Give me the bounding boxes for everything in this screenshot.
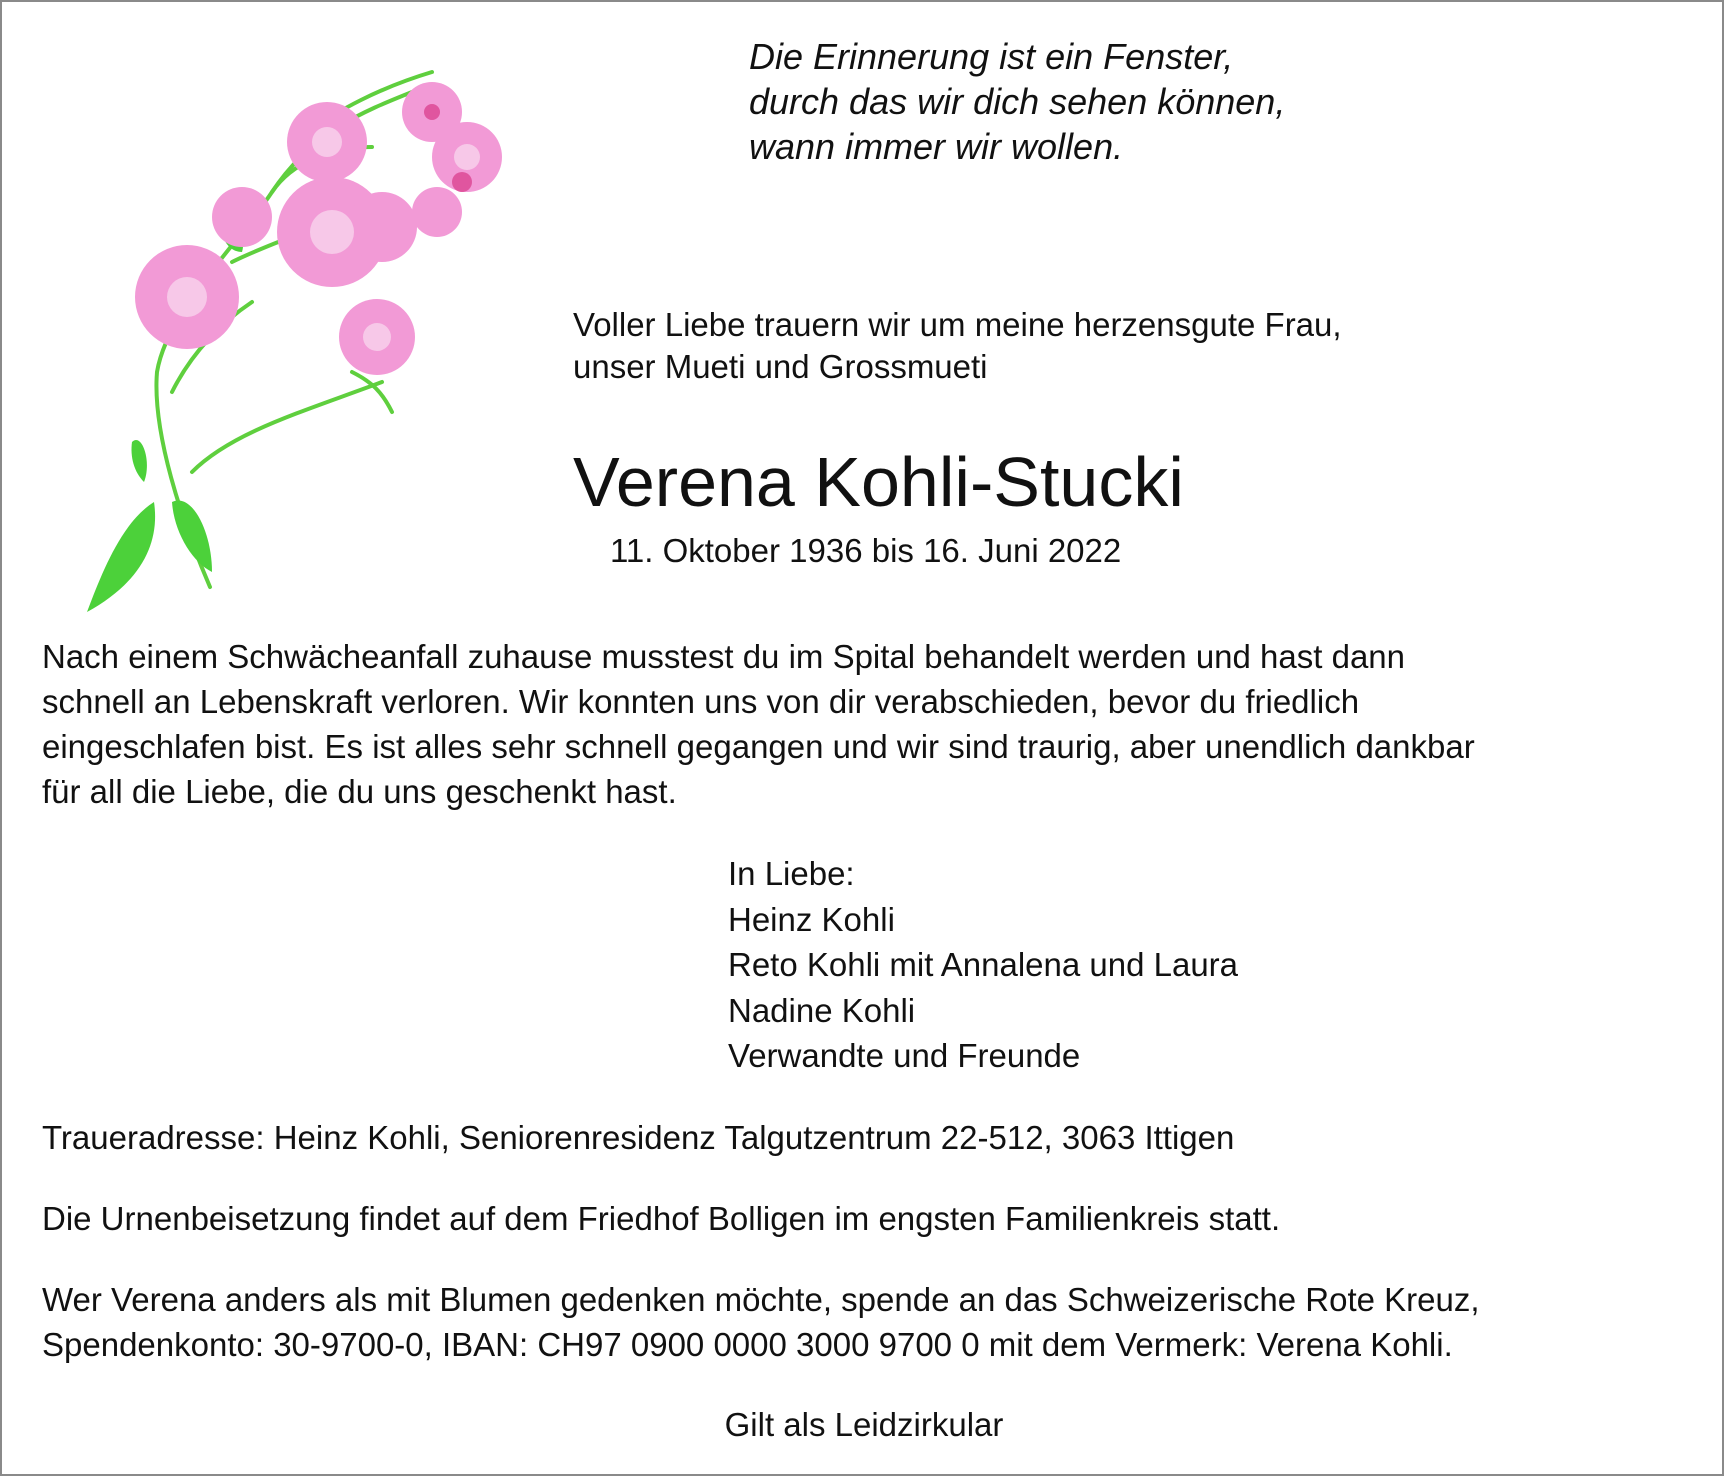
donation-notice [42,1277,1480,1367]
deceased-name: Verena Kohli-Stucki [573,443,1184,521]
mourner-name: Heinz Kohli [728,900,895,938]
donation-line: Spendenkonto: 30-9700-0, IBAN: CH97 0900 0000 3000 9700 0 mit dem Vermerk: Verena Kohli. [42,1326,1453,1363]
quote-line: Die Erinnerung ist ein Fenster, [749,36,1234,77]
paragraph-line: schnell an Lebenskraft verloren. Wir konnten uns von dir verabschieden, bevor du friedlich [42,683,1360,720]
closing-note: Gilt als Leidzirkular [724,1406,1004,1443]
urn-burial-notice: Die Urnenbeisetzung findet auf dem Friedhof Bolligen im engsten Familienkreis statt. [42,1200,1281,1237]
mourner-name: Nadine Kohli [728,991,916,1029]
quote-line: durch das wir dich sehen können, [749,81,1286,122]
paragraph-line: eingeschlafen bist. Es ist alles sehr schnell gegangen und wir sind traurig, aber unendlich dankbar [42,728,1475,765]
mourning-intro [573,304,1342,388]
intro-line: unser Mueti und Grossmueti [573,348,988,385]
paragraph-line: Nach einem Schwächeanfall zuhause musstest du im Spital behandelt werden und hast dann [42,638,1406,675]
mourner-name: Reto Kohli mit Annalena und Laura [728,946,1239,983]
farewell-paragraph [42,634,1702,814]
memorial-quote [749,34,1285,169]
mourning-address: Traueradresse: Heinz Kohli, Seniorenresidenz Talgutzentrum 22-512, 3063 Ittigen [42,1119,1235,1156]
mourners-list [728,851,1238,1079]
life-dates: 11. Oktober 1936 bis 16. Juni 2022 [610,532,1122,569]
donation-line: Wer Verena anders als mit Blumen gedenken möchte, spende an das Schweizerische Rote Kreuz, [42,1281,1480,1318]
paragraph-line: für all die Liebe, die du uns geschenkt hast. [42,773,677,810]
pink-rose-branch-image [82,52,512,612]
quote-line: wann immer wir wollen. [749,126,1124,167]
mourners-heading: In Liebe: [728,855,855,892]
intro-line: Voller Liebe trauern wir um meine herzensgute Frau, [573,306,1342,343]
mourner-name: Verwandte und Freunde [728,1037,1081,1074]
